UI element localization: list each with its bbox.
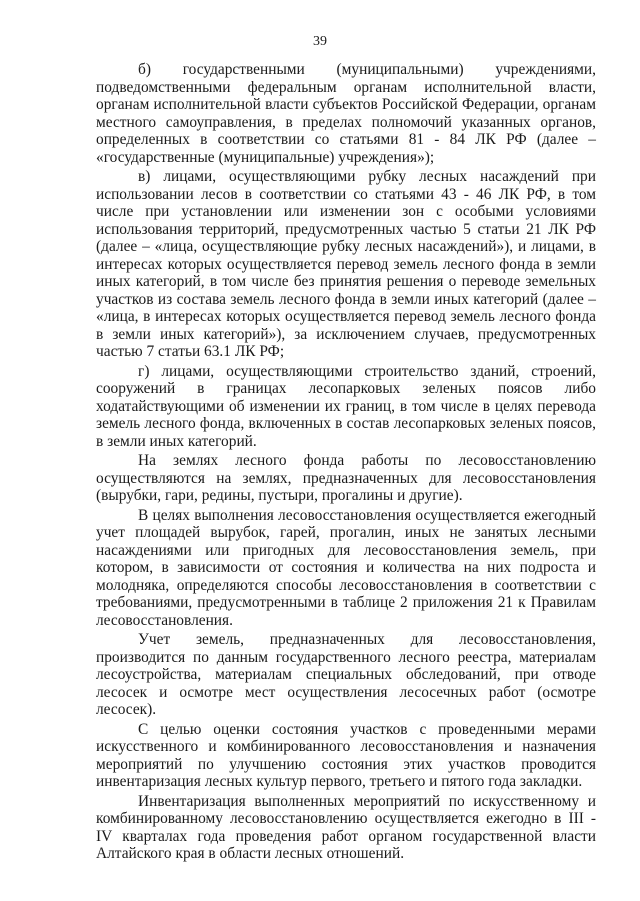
paragraph-reforestation-lands: На землях лесного фонда работы по лесовосстановлению осуществляются на землях, предназначенных для лесовосстановления (вырубки, гари, редины, пустыри, прогалины и другие). (96, 452, 596, 504)
paragraph-inventory-purpose: С целью оценки состояния участков с проведенными мерами искусственного и комбинированного лесовосстановления и назначения мероприятий по улучшению состояния этих участков проводится инвентаризация лесных культур первого, третьего и пятого года закладки. (96, 720, 596, 790)
paragraph-inventory-schedule: Инвентаризация выполненных мероприятий по искусственному и комбинированному лесовосстановлению осуществляется ежегодно в III - IV кварталах года проведения работ органом государственной власти Алтайского края в области лесных отношений. (96, 792, 596, 862)
body-text (96, 61, 596, 865)
paragraph-land-accounting-sources: Учет земель, предназначенных для лесовосстановления, производится по данным государственного лесного реестра, материалам лесоустройства, материалам специальных обследований, при отводе лесосек и осмотре мест осуществления лесосечных работ (осмотре лесосек). (96, 631, 596, 718)
paragraph-v-felling-persons: в) лицами, осуществляющими рубку лесных насаждений при использовании лесов в соответствии со статьями 43 - 46 ЛК РФ, в том числе при установлении или изменении зон с особыми условиями использования территорий, предусмотренных частью 5 статьи 21 ЛК РФ (далее – «лица, осуществляющие рубку лесных насаждений»), и лицами, в интересах которых осуществляется перевод земель лесного фонда в земли иных категорий, в том числе без принятия решения о переводе земельных участков из состава земель лесного фонда в земли иных категорий (далее – «лица, в интересах которых осуществляется перевод земель лесного фонда в земли иных категорий»), за исключением случаев, предусмотренных частью 7 статьи 63.1 ЛК РФ; (96, 168, 596, 360)
paragraph-b-state-institutions: б) государственными (муниципальными) учреждениями, подведомственными федеральным органам исполнительной власти, органам исполнительной власти субъектов Российской Федерации, органам местного самоуправления, в пределах полномочий указанных органов, определенных в соответствии со статьями 81 - 84 ЛК РФ (далее – «государственные (муниципальные) учреждения»); (96, 61, 596, 166)
page-number: 39 (313, 34, 327, 49)
paragraph-annual-accounting: В целях выполнения лесовосстановления осуществляется ежегодный учет площадей вырубок, гарей, прогалин, иных не занятых лесными насаждениями или пригодных для лесовосстановления земель, при котором, в зависимости от состояния и количества на них подроста и молодняка, определяются способы лесовосстановления в соответствии с требованиями, предусмотренными в таблице 2 приложения 21 к Правилам лесовосстановления. (96, 506, 596, 629)
paragraph-g-construction-persons: г) лицами, осуществляющими строительство зданий, строений, сооружений в границах лесопарковых зеленых поясов либо ходатайствующими об изменении их границ, в том числе в целях перевода земель лесного фонда, включенных в состав лесопарковых зеленых поясов, в земли иных категорий. (96, 362, 596, 450)
